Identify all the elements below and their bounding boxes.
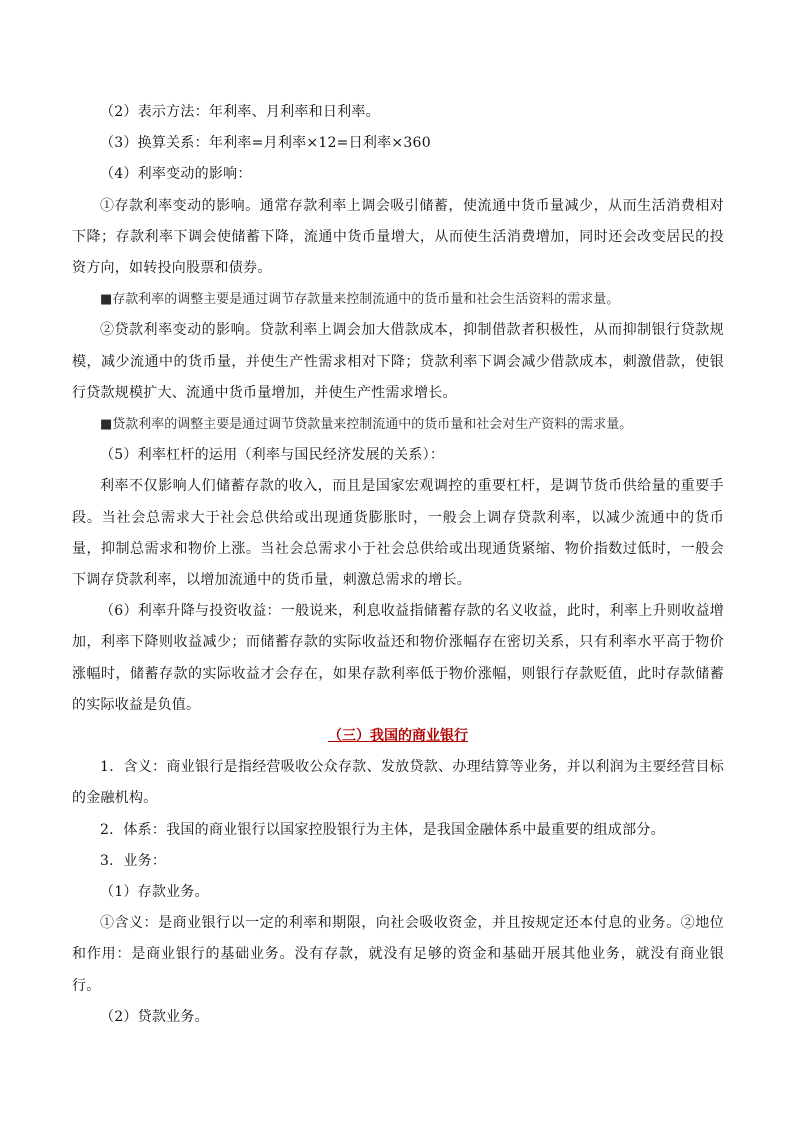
paragraph-commercial-bank-system: 2．体系：我国的商业银行以国家控股银行为主体，是我国金融体系中最重要的组成部分。 bbox=[100, 821, 665, 838]
paragraph-deposit-rate-impact: ①存款利率变动的影响。通常存款利率上调会吸引储蓄，使流通中货币量减少，从而生活消费相对下降；存款利率下调会使储蓄下降，流通中货币量增大，从而使生活消费增加，同时还会改变居民的投资方向，如转投向股票和债券。 bbox=[72, 197, 724, 277]
paragraph-loan-business: （2）贷款业务。 bbox=[100, 1008, 209, 1025]
paragraph-conversion-relation: （3）换算关系：年利率=月利率×12=日利率×360 bbox=[100, 135, 431, 152]
paragraph-deposit-business: （1）存款业务。 bbox=[100, 884, 209, 901]
note-loan-rate-adjustment: ■贷款利率的调整主要是通过调节贷款量来控制流通中的货币量和社会对生产资料的需求量。 bbox=[100, 417, 633, 433]
section-heading bbox=[72, 721, 724, 752]
paragraph-business-heading: 3．业务： bbox=[100, 852, 167, 869]
paragraph-rate-investment-return: （6）利率升降与投资收益：一般说来，利息收益指储蓄存款的名义收益，此时，利率上升则收益增加，利率下降则收益减少；而储蓄存款的实际收益还和物价涨幅存在密切关系，只有利率水平高于物价涨幅时，储蓄存款的实际收益才会存在，如果存款利率低于物价涨幅，则银行存款贬值，此时存款储蓄的实际收益是负值。 bbox=[72, 603, 724, 713]
paragraph-deposit-business-detail: ①含义：是商业银行以一定的利率和期限，向社会吸收资金，并且按规定还本付息的业务。②地位和作用：是商业银行的基础业务。没有存款，就没有足够的资金和基础开展其他业务，就没有商业银行。 bbox=[72, 915, 724, 994]
paragraph-rate-lever-body: 利率不仅影响人们储蓄存款的收入，而且是国家宏观调控的重要杠杆，是调节货币供给量的重要手段。当社会总需求大于社会总供给或出现通货膨胀时，一般会上调存贷款利率，以减少流通中的货币量，抑制总需求和物价上涨。当社会总需求小于社会总供给或出现通货紧缩、物价指数过低时，一般会下调存贷款利率，以增加流通中的货币量，刺激总需求的增长。 bbox=[72, 478, 724, 589]
paragraph-loan-rate-impact: ②贷款利率变动的影响。贷款利率上调会加大借款成本，抑制借款者积极性，从而抑制银行贷款规模，减少流通中的货币量，并使生产性需求相对下降；贷款利率下调会减少借款成本，刺激借款，使银行贷款规模扩大、流通中货币量增加，并使生产性需求增长。 bbox=[72, 322, 724, 401]
document-body bbox=[72, 97, 724, 1033]
note-deposit-rate-adjustment: ■存款利率的调整主要是通过调节存款量来控制流通中的货币量和社会生活资料的需求量。 bbox=[100, 292, 620, 308]
paragraph-rate-lever-heading: （5）利率杠杆的运用（利率与国民经济发展的关系）： bbox=[100, 447, 445, 464]
paragraph-commercial-bank-definition: 1．含义：商业银行是指经营吸收公众存款、发放贷款、办理结算等业务，并以利润为主要经营目标的金融机构。 bbox=[72, 759, 724, 807]
section-heading-text: （三）我国的商业银行 bbox=[328, 728, 468, 745]
paragraph-rate-change-impact: （4）利率变动的影响： bbox=[100, 166, 252, 183]
paragraph-expression-method: （2）表示方法：年利率、月利率和日利率。 bbox=[100, 104, 380, 120]
